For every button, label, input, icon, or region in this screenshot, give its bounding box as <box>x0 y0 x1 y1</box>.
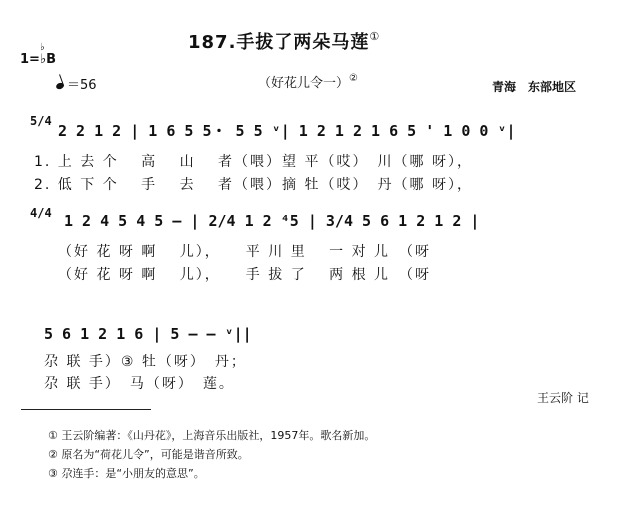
footnote-1: ① 王云阶编著：《山丹花》，上海音乐出版社，1957年。歌名新加。 <box>48 429 376 442</box>
lyric-row-1-verse-2: 2. 低 下 个 手 去 者（喂）摘 牡（哎） 丹（哪 呀）， <box>34 177 473 193</box>
meter-row-1: 5/4 <box>30 114 52 128</box>
lyric-row-1-verse-1: 1. 上 去 个 高 山 者（喂）望 平（哎） 川（哪 呀）， <box>34 154 473 170</box>
title-footnote-mark: ① <box>369 30 381 43</box>
notation-row-3: 5 6 1 2 1 6 | 5 – – ᵛ|| <box>44 325 252 343</box>
flat-sign: ♭ <box>40 42 45 53</box>
transcriber-credit: 王云阶 记 <box>537 391 589 405</box>
meter-row-2: 4/4 <box>30 206 52 220</box>
key-signature: 1=♭B <box>20 52 56 67</box>
footnote-divider <box>21 409 151 410</box>
footnote-3: ③ 尕连手：是“小朋友的意思”。 <box>48 467 205 480</box>
lyric-row-3-verse-1: 尕 联 手）③ 牡（呀） 丹； <box>44 354 247 370</box>
lyric-row-2-verse-1: （好 花 呀 啊 儿）， 平 川 里 一 对 儿 （呀 <box>58 244 432 260</box>
lyric-row-2-verse-2: （好 花 呀 啊 儿）， 手 拔 了 两 根 儿 （呀 <box>58 267 432 283</box>
quarter-note-icon <box>55 82 65 90</box>
subtitle-text: （好花儿令一） <box>258 76 350 91</box>
tempo-value: ＝56 <box>67 78 97 93</box>
song-title <box>188 28 380 54</box>
notation-row-2: 1 2 4 5 4 5 – | 2/4 1 2 ⁴5 | 3/4 5 6 1 2 1 2 | <box>64 212 480 230</box>
subtitle-footnote-mark: ② <box>349 73 358 84</box>
tempo-marking <box>56 74 97 93</box>
footnote-2: ② 原名为“荷花儿令”，可能是谐音所致。 <box>48 448 249 461</box>
song-title-text: 187.手拔了两朵马莲 <box>188 32 370 53</box>
lyric-row-3-verse-2: 尕 联 手） 马（呀） 莲。 <box>44 376 235 392</box>
region-label: 青海 东部地区 <box>492 80 577 94</box>
notation-row-1: 2 2 1 2 | 1 6 5 5・ 5 5 ᵛ| 1 2 1 2 1 6 5 ' 1 0 0 ᵛ| <box>58 122 516 140</box>
song-subtitle <box>258 72 358 91</box>
